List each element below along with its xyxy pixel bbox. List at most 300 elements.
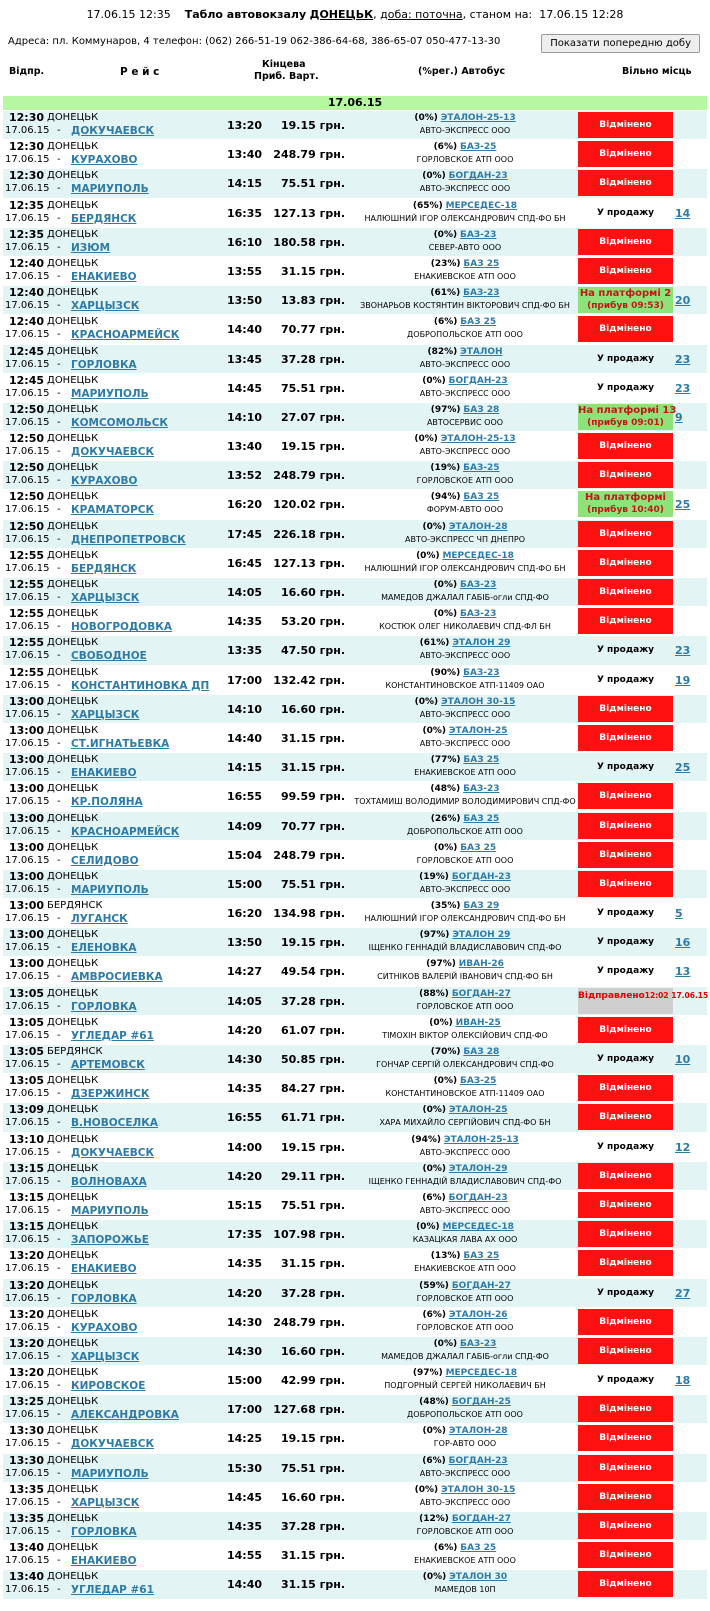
bus-model-link[interactable]: БАЗ 29: [463, 901, 500, 912]
departure-time: 12:50: [9, 461, 45, 475]
destination-link[interactable]: ХАРЦЫЗСК: [71, 592, 140, 604]
destination-link[interactable]: ЕНАКИЕВО: [71, 1555, 137, 1568]
bus-model-link[interactable]: БАЗ-25: [463, 463, 500, 474]
bus-model-link[interactable]: ЭТАЛОН-25-13: [443, 1134, 519, 1145]
destination-link[interactable]: ГОРЛОВКА: [71, 358, 137, 371]
origin: ДОНЕЦЬК: [47, 870, 99, 882]
bus-model-link[interactable]: БАЗ 25: [463, 258, 500, 269]
departure-time: 13:00: [9, 957, 45, 971]
arrival-time: 17:35: [227, 1228, 263, 1242]
bus-model-link[interactable]: БАЗ 25: [463, 755, 500, 766]
bus-info: [349, 726, 581, 736]
departure-date: 17.06.15: [5, 883, 50, 895]
arrival-time: 14:35: [227, 1082, 263, 1096]
destination-link[interactable]: ИЗЮМ: [71, 241, 111, 254]
destination-link[interactable]: АРТЕМОВСК: [71, 1059, 145, 1071]
departure-date: 17.06.15: [5, 1555, 50, 1567]
status-subtext: (прибув 09:01): [587, 417, 664, 428]
destination-link[interactable]: НОВОГРОДОВКА: [71, 621, 172, 634]
destination-link[interactable]: КУРАХОВО: [71, 1321, 138, 1334]
destination-link[interactable]: ХАРЦЫЗСК: [71, 1496, 140, 1509]
table-row: [3, 519, 707, 548]
destination-link[interactable]: КОНСТАНТИНОВКА ДП: [71, 679, 210, 692]
bus-info: [349, 1456, 581, 1466]
free-seats-link[interactable]: 13: [675, 965, 691, 979]
table-row: [3, 1248, 707, 1277]
destination-link[interactable]: КУРАХОВО: [71, 154, 138, 167]
free-seats-link[interactable]: 16: [675, 936, 691, 950]
price: [265, 528, 345, 541]
destination-link[interactable]: ГОРЛОВКА: [71, 1000, 137, 1013]
route-dash: -: [57, 679, 61, 691]
destination-link[interactable]: СТ.ИГНАТЬЕВКА: [71, 737, 170, 750]
table-row: [3, 285, 707, 314]
carrier: НАЛЮШНИЙ ІГОР ОЛЕКСАНДРОВИЧ СПД-ФО БН: [364, 914, 566, 924]
free-seats-link[interactable]: 23: [675, 644, 691, 658]
route-dash: -: [57, 1526, 61, 1537]
status-badge: Відмінено: [578, 1513, 673, 1539]
status-badge: [578, 491, 673, 517]
destination-link[interactable]: ЛУГАНСК: [71, 913, 128, 926]
destination-link[interactable]: АМВРОСИЕВКА: [71, 971, 163, 984]
as-of-time: 17.06.15 12:28: [539, 8, 624, 21]
reg-percent: (0%): [422, 521, 446, 532]
origin: ДОНЕЦЬК: [47, 199, 99, 211]
origin: ДОНЕЦЬК: [47, 549, 99, 561]
departure-time: 13:00: [9, 782, 45, 796]
price-value: 49.54: [280, 965, 316, 979]
bus-model-link[interactable]: БОГДАН-27: [451, 1280, 511, 1291]
origin: ДОНЕЦЬК: [47, 1513, 99, 1524]
bus-model-link[interactable]: БАЗ-23: [463, 784, 500, 795]
arrival-time: 14:30: [227, 1053, 263, 1066]
destination-link[interactable]: ЕНАКИЕВО: [71, 1263, 137, 1276]
departure-date: 17.06.15: [5, 446, 50, 458]
price: [265, 294, 345, 307]
bus-model-link[interactable]: БАЗ-23: [459, 609, 497, 620]
bus-info: [349, 1135, 581, 1145]
destination-link[interactable]: СВОБОДНОЕ: [71, 650, 147, 663]
reg-percent: (0%): [422, 1426, 446, 1437]
bus-info: [349, 697, 581, 707]
arrival-time: 14:20: [227, 1169, 263, 1183]
date-separator: 17.06.15: [3, 96, 707, 110]
reg-percent: (88%): [419, 988, 449, 999]
free-seats-link[interactable]: 23: [675, 381, 691, 395]
price-value: 75.51: [280, 177, 316, 191]
currency: грн.: [319, 1403, 345, 1417]
free-seats-link[interactable]: 25: [675, 761, 691, 775]
bus-info: [349, 1485, 581, 1495]
carrier: КОНСТАНТИНОВСКОЕ АТП-11409 ОАО: [385, 1089, 545, 1099]
route-dash: -: [57, 1292, 61, 1304]
bus-model-link[interactable]: БАЗ 25: [460, 842, 497, 853]
price-value: 248.79: [273, 848, 316, 862]
bus-model-link[interactable]: БАЗ 25: [463, 813, 500, 824]
status-badge: Відмінено: [578, 1250, 673, 1276]
destination-link[interactable]: СЕЛИДОВО: [71, 854, 139, 867]
destination-link[interactable]: ГОРЛОВКА: [71, 1292, 137, 1305]
bus-model-link[interactable]: БАЗ 25: [463, 492, 500, 503]
bus-model-link[interactable]: ЭТАЛОН-25: [448, 725, 508, 736]
destination-link[interactable]: ХАРЦЫЗСК: [71, 1350, 140, 1363]
bus-model-link[interactable]: БАЗ 28: [463, 1047, 500, 1057]
departure-date: 17.06.15: [5, 737, 50, 749]
departure-date: 17.06.15: [5, 767, 50, 779]
table-row: [3, 1423, 707, 1452]
status-badge: Відмінено: [578, 725, 673, 751]
table-row: [3, 1394, 707, 1423]
table-row: [3, 840, 707, 869]
route-dash: -: [57, 1584, 61, 1596]
bus-model-link[interactable]: БАЗ 28: [463, 404, 500, 415]
price: [265, 1345, 345, 1358]
arrival-time: 13:20: [227, 119, 263, 132]
bus-model-link[interactable]: БАЗ-23: [463, 667, 500, 678]
currency: грн.: [319, 1578, 345, 1592]
destination-link[interactable]: МАРИУПОЛЬ: [71, 1467, 149, 1480]
bus-model-link[interactable]: ЭТАЛОН-29: [448, 1163, 508, 1174]
destination-link[interactable]: МАРИУПОЛЬ: [71, 883, 149, 896]
destination-link[interactable]: ВОЛНОВАХА: [71, 1175, 147, 1188]
carrier: АВТО-ЭКСПРЕСС ООО: [419, 738, 511, 748]
arrival-time: 14:10: [227, 410, 263, 424]
bus-model-link[interactable]: БОГДАН-27: [451, 988, 511, 999]
origin: ДОНЕЦЬК: [47, 841, 99, 853]
status-badge: Відмінено: [578, 112, 673, 138]
day-selector-link[interactable]: доба: поточна: [380, 8, 463, 21]
arrival-time: 14:40: [227, 731, 263, 745]
bus-model-link[interactable]: ЭТАЛОН 29: [452, 638, 511, 649]
currency: грн.: [319, 907, 345, 921]
destination-link[interactable]: ХАРЦЫЗСК: [71, 708, 140, 721]
table-row: [3, 402, 707, 431]
status-badge: Відмінено: [578, 1221, 673, 1247]
destination-link[interactable]: КИРОВСКОЕ: [71, 1380, 146, 1393]
price-value: 132.42: [273, 673, 316, 687]
carrier: ГОРЛОВСКОЕ АТП ООО: [416, 1001, 514, 1011]
origin: ДОНЕЦЬК: [47, 637, 99, 649]
currency: грн.: [319, 440, 345, 454]
bus-model-link[interactable]: БОГДАН-23: [448, 1455, 508, 1466]
destination-link[interactable]: КР.ПОЛЯНА: [71, 796, 143, 809]
bus-model-link[interactable]: БАЗ 25: [460, 317, 497, 328]
destination-link[interactable]: УГЛЕДАР #61: [71, 1029, 154, 1042]
bus-model-link[interactable]: ИВАН-25: [455, 1017, 501, 1028]
destination-link[interactable]: УГЛЕДАР #61: [71, 1584, 154, 1597]
origin: ДОНЕЦЬК: [47, 1396, 99, 1408]
table-row: [3, 314, 707, 343]
bus-model-link[interactable]: БАЗ 25: [463, 1251, 500, 1262]
origin: ДОНЕЦЬК: [47, 491, 99, 503]
bus-model-link[interactable]: ЭТАЛОН 30-15: [441, 1484, 516, 1495]
reg-percent: (0%): [422, 1105, 446, 1116]
destination-link[interactable]: ЕНАКИЕВО: [71, 767, 137, 780]
free-seats-link[interactable]: 27: [675, 1286, 691, 1300]
destination-link[interactable]: ДОКУЧАЕВСК: [71, 1146, 155, 1159]
currency: грн.: [319, 1111, 345, 1125]
bus-model-link[interactable]: ЭТАЛОН-26: [448, 1309, 508, 1320]
status-badge: Відмінено: [578, 433, 673, 459]
bus-model-link[interactable]: ЭТАЛОН-28: [448, 521, 508, 532]
status-badge: У продажу: [596, 908, 655, 919]
departure-time: 12:50: [9, 519, 45, 533]
bus-model-link[interactable]: БОГДАН-25: [451, 1397, 511, 1408]
status-badge: Відмінено: [578, 1484, 673, 1510]
arrival-time: 14:35: [227, 1257, 263, 1271]
bus-model-link[interactable]: ЭТАЛОН-25-13: [440, 434, 516, 445]
departure-date: 17.06.15: [5, 942, 50, 954]
bus-info: [349, 1018, 581, 1028]
bus-info: [349, 201, 581, 211]
price: [265, 1053, 345, 1066]
destination-link[interactable]: АЛЕКСАНДРОВКА: [71, 1409, 179, 1422]
bus-model-link[interactable]: БАЗ-23: [459, 1338, 497, 1349]
bus-model-link[interactable]: ЭТАЛОН-25-13: [440, 113, 516, 123]
bus-model-link[interactable]: БОГДАН-23: [448, 1192, 508, 1203]
table-row: [3, 460, 707, 489]
table-row: [3, 1336, 707, 1365]
free-seats-link[interactable]: 18: [675, 1374, 691, 1388]
bus-model-link[interactable]: БОГДАН-23: [448, 171, 508, 182]
status-badge: Відмінено: [578, 1455, 673, 1481]
reg-percent: (0%): [416, 550, 440, 561]
price: [265, 878, 345, 891]
price-value: 70.77: [280, 819, 316, 833]
col-dep: Відпр.: [9, 66, 45, 77]
destination-link[interactable]: ДНЕПРОПЕТРОВСК: [71, 533, 186, 546]
status-badge: У продажу: [596, 353, 655, 364]
departure-time: 13:00: [9, 928, 45, 942]
bus-model-link[interactable]: БОГДАН-23: [448, 375, 508, 386]
reg-percent: (0%): [414, 1484, 439, 1495]
free-seats-link[interactable]: 25: [675, 498, 691, 512]
status-badge: Відмінено: [578, 1542, 673, 1568]
col-route: Р е й с: [120, 66, 160, 78]
free-seats-link[interactable]: 20: [675, 294, 691, 308]
destination-link[interactable]: ДОКУЧАЕВСК: [71, 446, 155, 459]
origin: ДОНЕЦЬК: [47, 228, 99, 240]
origin: ДОНЕЦЬК: [47, 783, 99, 795]
destination-link[interactable]: ГОРЛОВКА: [71, 1526, 137, 1538]
free-seats-link[interactable]: 5: [675, 907, 683, 921]
price: [265, 353, 345, 366]
status-badge: Відмінено: [578, 696, 673, 722]
destination-link[interactable]: ДОКУЧАЕВСК: [71, 125, 155, 137]
arrival-time: 13:40: [227, 148, 263, 162]
free-seats-link[interactable]: 19: [675, 673, 691, 687]
status-subtext: (прибув 09:53): [587, 301, 664, 312]
destination-link[interactable]: БЕРДЯНСК: [71, 212, 137, 225]
bus-model-link[interactable]: БАЗ-23: [459, 580, 497, 590]
bus-model-link[interactable]: ЭТАЛОН 30-15: [441, 696, 516, 707]
carrier: ДОБРОПОЛЬСКОЕ АТП ООО: [407, 1410, 523, 1420]
bus-model-link[interactable]: ЭТАЛОН-28: [448, 1426, 508, 1437]
destination-link[interactable]: ХАРЦЫЗСК: [71, 300, 140, 313]
free-seats-link[interactable]: 9: [675, 410, 683, 424]
free-seats-link[interactable]: 10: [675, 1053, 691, 1066]
bus-info: [349, 171, 581, 181]
departure-date: 17.06.15: [5, 270, 50, 282]
free-seats-link[interactable]: 14: [675, 206, 691, 220]
bus-model-link[interactable]: МЕРСЕДЕС-18: [445, 200, 518, 211]
route-dash: -: [57, 358, 61, 370]
route-dash: -: [57, 387, 61, 399]
destination-link[interactable]: МАРИУПОЛЬ: [71, 1204, 149, 1217]
address-bar: [0, 30, 710, 58]
arrival-time: 14:00: [227, 1140, 263, 1154]
origin: ДОНЕЦЬК: [47, 374, 99, 386]
destination-link[interactable]: ЕНАКИЕВО: [71, 270, 137, 283]
price-value: 120.02: [273, 498, 316, 512]
departure-date: 17.06.15: [5, 1175, 50, 1187]
status-badge: Відмінено: [578, 813, 673, 839]
departure-date: 17.06.15: [5, 708, 50, 720]
status-badge: Відмінено: [578, 1309, 673, 1335]
bus-info: [349, 901, 581, 911]
reg-percent: (6%): [433, 317, 458, 328]
bus-model-link[interactable]: БАЗ-23: [463, 288, 500, 299]
reg-percent: (0%): [422, 1163, 446, 1174]
bus-model-link[interactable]: ЭТАЛОН: [460, 346, 503, 357]
bus-model-link[interactable]: БОГДАН-23: [451, 871, 511, 882]
departure-date: 17.06.15: [5, 1496, 50, 1508]
table-row: [3, 898, 707, 927]
status-badge: У продажу: [596, 966, 655, 977]
departure-date: 17.06.15: [5, 1204, 50, 1216]
destination-link[interactable]: КОМСОМОЛЬСК: [71, 416, 168, 429]
route-dash: -: [57, 708, 61, 720]
bus-info: [349, 1076, 581, 1086]
free-seats-link[interactable]: 23: [675, 352, 691, 366]
table-row: [3, 1453, 707, 1482]
free-seats-link[interactable]: 12: [675, 1140, 691, 1154]
route-dash: -: [57, 1117, 61, 1129]
destination-link[interactable]: КРАСНОАРМЕЙСК: [71, 825, 180, 838]
bus-info: [349, 142, 581, 152]
price-value: 19.15: [280, 1432, 316, 1446]
destination-link[interactable]: ДОКУЧАЕВСК: [71, 1438, 155, 1451]
reg-percent: (23%): [430, 258, 461, 269]
price-value: 47.50: [280, 644, 316, 658]
origin: ДОНЕЦЬК: [47, 1367, 99, 1379]
arrival-time: 15:15: [227, 1198, 263, 1212]
route-dash: -: [57, 1000, 61, 1012]
origin: ДОНЕЦЬК: [47, 345, 99, 357]
reg-percent: (94%): [430, 492, 461, 503]
arrival-time: 13:55: [227, 264, 263, 278]
price-value: 134.98: [273, 907, 316, 921]
arrival-time: 15:00: [227, 1374, 263, 1388]
carrier: АВТО-ЭКСПРЕСС ЧП ДНЕПРО: [405, 534, 525, 544]
currency: грн.: [319, 877, 345, 891]
bus-info: [349, 1105, 581, 1115]
reg-percent: (19%): [430, 463, 461, 474]
origin: ДОНЕЦЬК: [47, 433, 99, 445]
bus-model-link[interactable]: ЭТАЛОН 30: [449, 1572, 508, 1583]
bus-model-link[interactable]: МЕРСЕДЕС-18: [442, 1222, 514, 1233]
table-row: [3, 198, 707, 227]
reg-percent: (0%): [433, 842, 458, 853]
reg-percent: (6%): [422, 1455, 446, 1466]
destination-link[interactable]: КУРАХОВО: [71, 475, 138, 488]
bus-info: [349, 1426, 581, 1436]
destination-link[interactable]: МАРИУПОЛЬ: [71, 183, 149, 196]
route-dash: -: [57, 1350, 61, 1362]
currency: грн.: [319, 323, 345, 337]
carrier: ДОБРОПОЛЬСКОЕ АТП ООО: [407, 330, 523, 340]
station-link[interactable]: ДОНЕЦЬК: [309, 8, 374, 21]
bus-model-link[interactable]: ИВАН-26: [458, 959, 504, 970]
origin: ДОНЕЦЬК: [47, 1016, 99, 1028]
bus-model-link[interactable]: МЕРСЕДЕС-18: [445, 1368, 518, 1379]
origin: ДОНЕЦЬК: [47, 1279, 99, 1291]
route-dash: -: [57, 737, 61, 749]
origin: ДОНЕЦЬК: [47, 403, 99, 415]
price: [265, 469, 345, 482]
route-dash: -: [57, 270, 61, 282]
previous-day-button[interactable]: Показати попередню добу: [541, 34, 700, 53]
reg-percent: (48%): [419, 1397, 449, 1408]
destination-link[interactable]: БЕРДЯНСК: [71, 562, 137, 575]
table-row: [3, 373, 707, 402]
bus-info: [349, 492, 581, 502]
carrier: АВТО-ЭКСПРЕСС ООО: [419, 709, 511, 719]
destination-link[interactable]: В.НОВОСЕЛКА: [71, 1117, 158, 1130]
bus-model-link[interactable]: БОГДАН-27: [451, 1514, 511, 1524]
bus-info: [349, 376, 581, 386]
bus-model-link[interactable]: МЕРСЕДЕС-18: [442, 550, 514, 561]
origin: ДОНЕЦЬК: [47, 666, 99, 678]
origin: ДОНЕЦЬК: [47, 287, 99, 299]
destination-link[interactable]: КРАМАТОРСК: [71, 504, 155, 517]
route-dash: -: [57, 1467, 61, 1479]
bus-info: [349, 668, 581, 678]
origin: ДОНЕЦЬК: [47, 1133, 99, 1145]
bus-info: [349, 1514, 581, 1524]
destination-link[interactable]: ЕЛЕНОВКА: [71, 942, 137, 955]
currency: грн.: [319, 381, 345, 395]
reg-percent: (97%): [430, 404, 461, 415]
bus-model-link[interactable]: ЭТАЛОН-25: [448, 1105, 508, 1116]
table-row: [3, 1015, 707, 1044]
destination-link[interactable]: КРАСНОАРМЕЙСК: [71, 329, 180, 342]
destination-link[interactable]: МАРИУПОЛЬ: [71, 387, 149, 400]
price: [265, 703, 345, 716]
bus-model-link[interactable]: БАЗ-25: [459, 1076, 497, 1087]
destination-link[interactable]: ЗАПОРОЖЬЕ: [71, 1234, 149, 1247]
price-value: 248.79: [273, 469, 316, 483]
carrier: АВТО-ЭКСПРЕСС ООО: [419, 1147, 511, 1157]
bus-model-link[interactable]: БАЗ-23: [459, 229, 497, 240]
departure-date: 17.06.15: [5, 1292, 50, 1304]
reg-percent: (6%): [433, 142, 458, 153]
destination-link[interactable]: ДЗЕРЖИНСК: [71, 1088, 150, 1101]
bus-model-link[interactable]: БАЗ-25: [459, 142, 497, 153]
price: [265, 965, 345, 978]
bus-model-link[interactable]: БАЗ 25: [460, 1543, 497, 1554]
price-value: 16.60: [280, 1344, 316, 1358]
route-dash: -: [57, 971, 61, 983]
reg-percent: (0%): [422, 375, 446, 386]
reg-percent: (0%): [433, 1076, 458, 1087]
departure-time: 12:35: [9, 227, 45, 241]
origin: БЕРДЯНСК: [47, 1046, 103, 1057]
departure-date: 17.06.15: [5, 1584, 50, 1596]
currency: грн.: [319, 1053, 345, 1066]
bus-model-link[interactable]: ЭТАЛОН 29: [452, 930, 511, 941]
table-row: [3, 1569, 707, 1598]
